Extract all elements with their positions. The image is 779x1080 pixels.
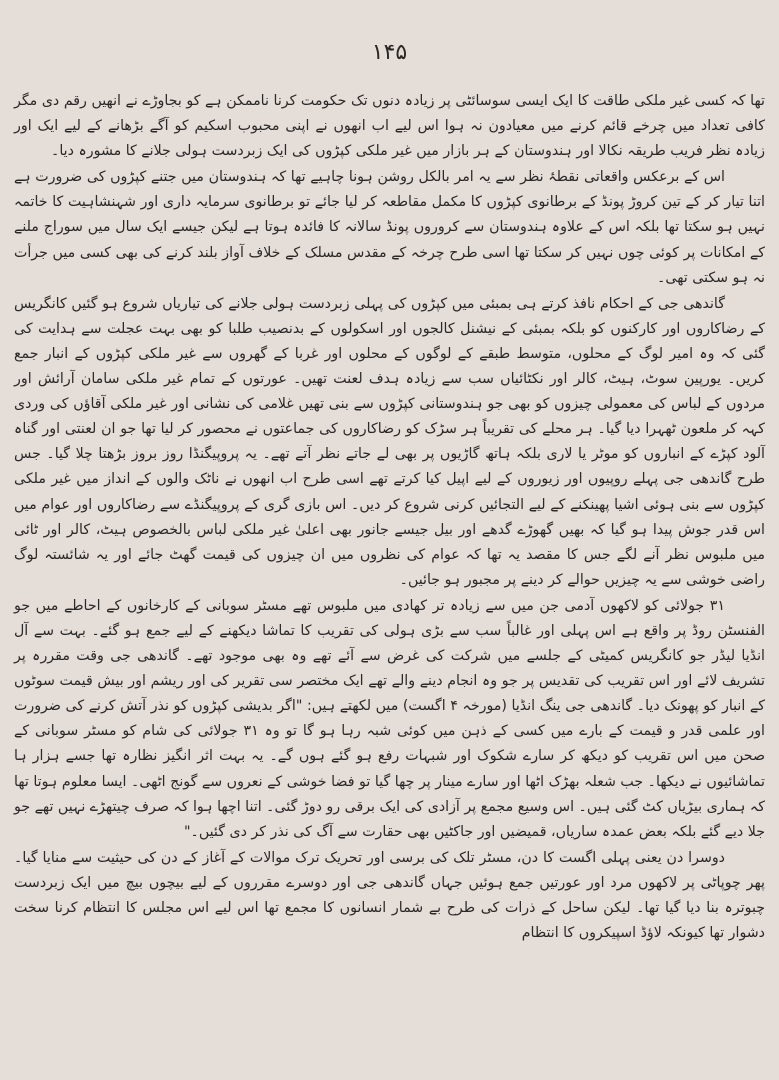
page-body-text — [14, 89, 765, 946]
paragraph-2: اس کے برعکس واقعاتی نقطۂ نظر سے یہ امر بالکل روشن ہونا چاہیے تھا کہ ہندوستان میں جتنے کپڑوں کی ضرورت ہے اتنا تیار کر کے تین کروڑ پونڈ کے برطانوی کپڑوں کا مکمل مقاطعہ کر لیا جائے تو برطانوی سرمایہ داری اور شہنشاہیت کا خاتمہ نہیں ہو سکتا تھا بلکہ اس کے علاوہ ہندوستان سے کروروں پونڈ سالانہ کا فائدہ ہوتا ہے لیکن جیسے ایک سال میں سوراج ملنے کے امکانات پر کوئی چوں نہیں کر سکتا تھا اسی طرح چرخہ کے مقدس مسلک کے خلاف آواز بلند کرنے کی بھی کسی میں جرأت نہ ہو سکتی تھی۔ — [14, 169, 765, 286]
paragraph-1: تھا کہ کسی غیر ملکی طاقت کا ایک ایسی سوسائٹی پر زیادہ دنوں تک حکومت کرنا ناممکن ہے کو بجاوڑے نے انھیں رقم دی مگر کافی تعداد میں چرخے قائم کرنے میں معیادون نہ ہوا اس لیے اب انھوں نے اپنی محبوب اسکیم کو آگے بڑھانے کے لیے ایک اور زیادہ نظر فریب طریقہ نکالا اور ہندوستان کے ہر بازار میں غیر ملکی کپڑوں کی ایک زبردست ہولی جلانے کا مشورہ دیا۔ — [14, 93, 765, 160]
page-number: ۱۴۵ — [371, 40, 408, 65]
paragraph-4: ۳۱ جولائی کو لاکھوں آدمی جن میں سے زیادہ تر کھادی میں ملبوس تھے مسٹر سوبانی کے کارخانوں کے احاطے میں جو الفنسٹن روڈ پر واقع ہے اس پہلی اور غالباً سب سے بڑی ہولی کی تقریب کا تماشا دیکھنے کے لیے جمع ہو گئے۔ بہت سے آل انڈیا لیڈر جو کانگریس کمیٹی کے جلسے میں شرکت کی غرض سے آئے تھے وہ بھی موجود تھے۔ گاندھی جی وقت مقررہ پر تشریف لائے اور اس تقریب کی تقدیس پر جو وہ انجام دینے والے تھے ایک مختصر سی تقریر کی اور ریشم اور بیش قیمت سوٹوں کے انبار کو پھونک دیا۔ گاندھی جی ینگ انڈیا (مورخہ ۴ اگست) میں لکھتے ہیں: "اگر بدیشی کپڑوں کو نذر آتش کرنے کی ضرورت اور علمی قدر و قیمت کے بارے میں کسی کے ذہن میں کوئی شبہ رہا ہو گا تو وہ ۳۱ جولائی کی شام کو مسٹر سوبانی کے صحن میں اس تقریب کو دیکھ کر سارے شکوک اور شبہات رفع ہو گئے ہوں گے۔ یہ بہت اثر انگیز نظارہ تھا جسے ہزار ہا تماشائیوں نے دیکھا۔ جب شعلہ بھڑک اٹھا اور سارے مینار پر چھا گیا تو فضا خوشی کے نعروں سے گونج اٹھی۔ ایسا معلوم ہوتا تھا کہ ہماری بیڑیاں کٹ گئی ہیں۔ اس وسیع مجمع پر آزادی کی ایک برقی رو دوڑ گئی۔ اتنا اچھا ہوا کہ صرف چیتھڑے نہیں تھے جو جلا دیے گئے بلکہ بعض عمدہ ساریاں، قمیضیں اور جاکٹیں بھی حقارت سے آگ کی نذر کر دی گئیں۔" — [14, 597, 765, 840]
paragraph-3: گاندھی جی کے احکام نافذ کرتے ہی بمبئی میں کپڑوں کی پہلی زبردست ہولی جلانے کی تیاریاں شروع ہو گئیں کانگریس کے رضاکاروں اور کارکنوں کو بلکہ بمبئی کے نیشنل کالجوں اور اسکولوں کے بدنصیب طلبا کو بھی بہت عجلت سے ہدایت کی گئی کہ وہ امیر لوگ کے محلوں، متوسط طبقے کے لوگوں کے محلوں اور غربا کے گھروں سے غیر ملکی کپڑوں کے انبار جمع کریں۔ یورپین سوٹ، ہیٹ، کالر اور نکٹائیاں سب سے زیادہ ہدف لعنت تھیں۔ عورتوں کے تمام غیر ملکی سامان آرائش اور مردوں کے لباس کی معمولی چیزوں کو بھی جو ہندوستانی کپڑوں سے بنی تھیں غلامی کی نشانی اور غیر ملکی آقاؤں کی وردی کہہ کر ملعون ٹھہرا دیا گیا۔ ہر محلے کی تقریباً ہر سڑک کو رضاکاروں کی جماعتوں نے محصور کر لیا تھا جو ان لعنتی اور گناہ آلود کپڑے کے انباروں کو موٹر یا لاری بلکہ ہاتھ گاڑیوں پر بھی لے جاتے نظر آتے تھے۔ یہ پروپیگنڈا روز بروز بڑھتا چلا گیا۔ جس طرح گاندھی جی پہلے روپیوں اور زیوروں کے لیے اپیل کیا کرتے تھے اسی طرح اب انھوں نے ناٹک والوں کے انداز میں غیر ملکی کپڑوں سے بنی ہوئی اشیا پھینکنے کے لیے التجائیں کرنی شروع کر دیں۔ اس بازی گری کے پروپیگنڈے سے رضاکاروں اور عوام میں اس قدر جوش پیدا ہو گیا کہ بھیں گھوڑے گدھے اور بیل جیسے جانور بھی اعلیٰ غیر ملکی لباس بالخصوص ہیٹ، کالر اور ٹائی میں ملبوس نظر آنے لگے جس کا مقصد یہ تھا کہ عوام کی نظروں میں ان چیزوں کی قیمت گھٹ جائے اور یہ شائستہ لوگ راضی خوشی سے یہ چیزیں حوالے کر دینے پر مجبور ہو جائیں۔ — [14, 295, 765, 588]
paragraph-5: دوسرا دن یعنی پہلی اگست کا دن، مسٹر تلک کی برسی اور تحریک ترک موالات کے آغاز کے دن کی حیثیت سے منایا گیا۔ پھر چوپاٹی پر لاکھوں مرد اور عورتیں جمع ہوئیں جہاں گاندھی جی اور دوسرے مقرروں کے لیے بیچوں بیچ میں ایک زبردست چبوترہ بنا دیا گیا تھا۔ لیکن ساحل کے ذرات کی طرح بے شمار انسانوں کا مجمع تھا اس لیے اس مجلس کا انتظام کرنا سخت دشوار تھا کیونکہ لاؤڈ اسپیکروں کا انتظام — [14, 849, 765, 942]
